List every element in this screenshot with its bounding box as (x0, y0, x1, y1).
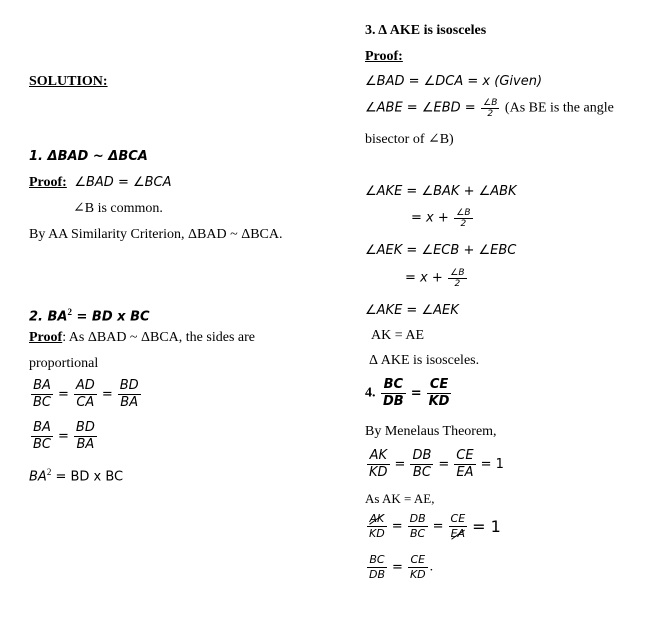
part3-line2-b: (As BE is the angle (504, 100, 614, 116)
part2-heading-sup: 2 (67, 307, 72, 317)
part4-eq1: $\frac{AK}{KD}$ = $\frac{DB}{BC}$ = $\frac{CE}{EA}$ = 1 (369, 448, 504, 480)
part2-line2: proportional (29, 356, 99, 371)
part4-heading: 4. $\frac{BC}{DB}$ = $\frac{CE}{KD}$ (365, 377, 450, 409)
fraction: $\frac{DB}{BC}$ (412, 448, 432, 480)
fraction: $\frac{AK}{KD}$ (369, 448, 388, 480)
part3-line10: Δ AKE is isosceles. (369, 353, 480, 368)
part4-line2: As AK = AE, (365, 491, 435, 506)
part4-eq2: $\frac{AK}{KD}$ = $\frac{DB}{BC}$ = $\frac{CE}{EA}$ = 1 (369, 512, 501, 540)
part2-result (29, 463, 123, 487)
part2-result-a: BA (29, 469, 47, 485)
part3-line2-a: ∠ABE = ∠EBD = (365, 100, 476, 116)
part1-line3: By AA Similarity Criterion, ΔBAD ~ ΔBCA. (29, 227, 283, 242)
fraction: $\frac{CE}{EA}$ (450, 512, 466, 540)
part1-line1: ∠BAD = ∠BCA (74, 175, 172, 190)
part2-heading-b: = BD x BC (71, 309, 150, 325)
fraction: $\frac{BA}{BC}$ (33, 378, 51, 410)
part2-result-b: = BD x BC (51, 469, 124, 485)
fraction: $\frac{DB}{BC}$ (409, 512, 426, 540)
part3-heading: 3. Δ AKE is isosceles (365, 23, 487, 38)
part4-eq3: $\frac{BC}{DB}$ = $\frac{CE}{KD}$ . (369, 553, 434, 581)
part1-heading-text: 1. ΔBAD ~ ΔBCA (29, 149, 148, 164)
part4-heading-num: 4. (365, 385, 376, 401)
part3-line6: ∠AEK = ∠ECB + ∠EBC (365, 243, 517, 258)
fraction: $\frac{\angle B}{2}$ (450, 268, 465, 289)
fraction: $\frac{BC}{DB}$ (369, 553, 386, 581)
part2-heading (29, 303, 150, 327)
fraction: $\frac{AD}{CA}$ (75, 378, 95, 410)
part2-heading-a: 2. BA (29, 309, 68, 325)
part4-eq2-rhs: = 1 (472, 516, 501, 536)
fraction: $\frac{CE}{EA}$ (456, 448, 474, 480)
part4-line1: By Menelaus Theorem, (365, 424, 497, 439)
solution-title: SOLUTION: (29, 74, 108, 89)
part3-line2 (365, 98, 614, 119)
part2-frac-eq2: $\frac{BA}{BC}$ = $\frac{BD}{BA}$ (33, 420, 95, 452)
part2-result-sup: 2 (46, 467, 52, 477)
part3-line9: AK = AE (371, 328, 425, 343)
part1-proof-line (29, 174, 172, 192)
fraction: $\frac{BA}{BC}$ (33, 420, 51, 452)
part3-line5-a: = x + (411, 210, 449, 226)
fraction: $\frac{BD}{BA}$ (75, 420, 95, 452)
part1-heading (29, 148, 148, 166)
part4-eq1-rhs: = 1 (480, 456, 504, 472)
part3-line8: ∠AKE = ∠AEK (365, 303, 459, 318)
fraction: $\frac{BD}{BA}$ (119, 378, 139, 410)
part3-line1: ∠BAD = ∠DCA = x (Given) (365, 74, 543, 89)
fraction: $\frac{BC}{DB}$ (383, 377, 404, 409)
part3-line5 (411, 208, 475, 229)
fraction: $\frac{CE}{KD}$ (409, 553, 426, 581)
part1-line2: ∠B is common. (73, 201, 163, 216)
part2-proof-line (29, 329, 255, 347)
part3-line3: bisector of ∠B) (365, 132, 454, 147)
part1-proof-label: Proof: (29, 175, 67, 190)
part3-proof-label: Proof: (365, 49, 403, 64)
part3-line4: ∠AKE = ∠BAK + ∠ABK (365, 184, 517, 199)
part4-eq3-end: . (429, 559, 434, 575)
fraction: $\frac{CE}{KD}$ (428, 377, 450, 409)
fraction: $\frac{\angle B}{2}$ (456, 208, 471, 229)
part3-line7-a: = x + (405, 270, 443, 286)
part2-frac-eq1: $\frac{BA}{BC}$ = $\frac{AD}{CA}$ = $\frac{BD}{BA}$ (33, 378, 139, 410)
part2-proof-label: Proof (29, 330, 63, 345)
part2-line1: : As ΔBAD ~ ΔBCA, the sides are (62, 330, 255, 345)
part3-line7 (405, 268, 469, 289)
fraction: $\frac{AK}{KD}$ (369, 512, 385, 540)
fraction: $\frac{\angle B}{2}$ (483, 98, 498, 119)
